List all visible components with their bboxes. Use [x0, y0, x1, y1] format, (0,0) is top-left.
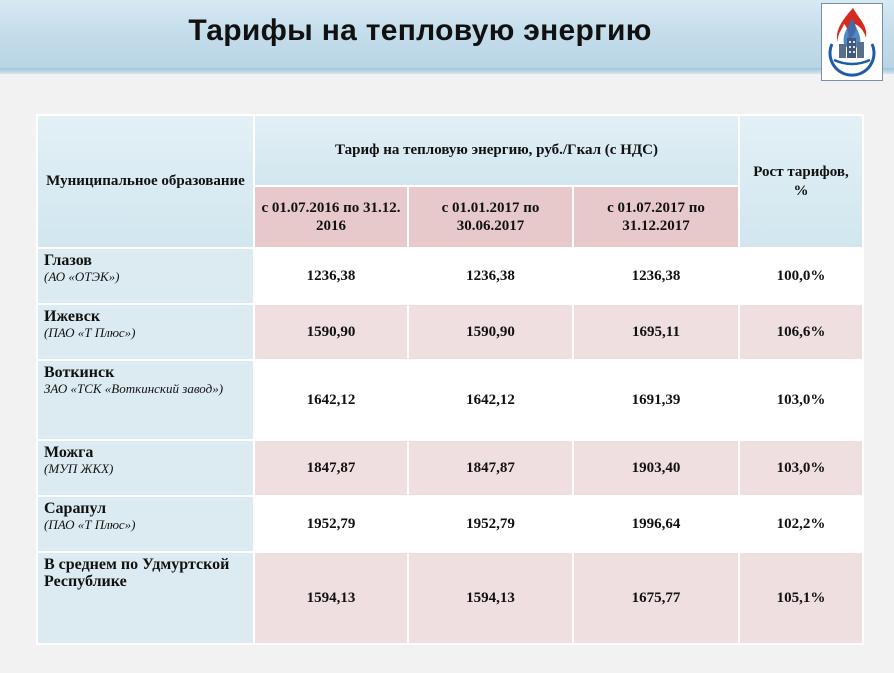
table-row — [38, 361, 862, 439]
tariff-value-period-2: 1642,12 — [409, 361, 572, 439]
organization-name: (МУП ЖКХ) — [44, 461, 114, 476]
tariff-value-period-1: 1642,12 — [255, 361, 407, 439]
header-period-2: с 01.01.2017 по 30.06.2017 — [409, 187, 572, 247]
tariff-value-period-3: 1996,64 — [574, 497, 738, 551]
municipality-cell — [38, 497, 253, 551]
municipality-cell — [38, 441, 253, 495]
organization-name: ЗАО «ТСК «Воткинский завод») — [44, 381, 224, 396]
growth-value: 102,2% — [740, 497, 862, 551]
municipality-name: В среднем по Удмуртской Республике — [44, 556, 230, 590]
header-period-3: с 01.07.2017 по 31.12.2017 — [574, 187, 738, 247]
municipality-cell — [38, 553, 253, 643]
header-period-1: с 01.07.2016 по 31.12. 2016 — [255, 187, 407, 247]
tariff-value-period-2: 1847,87 — [409, 441, 572, 495]
growth-value: 105,1% — [740, 553, 862, 643]
table-row — [38, 305, 862, 359]
tariff-value-period-2: 1952,79 — [409, 497, 572, 551]
tariff-value-period-1: 1236,38 — [255, 249, 407, 303]
municipality-cell — [38, 305, 253, 359]
table-row — [38, 553, 862, 643]
tariff-value-period-1: 1847,87 — [255, 441, 407, 495]
municipality-cell — [38, 361, 253, 439]
tariff-value-period-3: 1691,39 — [574, 361, 738, 439]
municipality-name: Глазов — [44, 252, 92, 269]
page-title: Тарифы на тепловую энергию — [188, 14, 652, 47]
growth-value: 106,6% — [740, 305, 862, 359]
utility-company-logo-icon — [822, 4, 882, 80]
header-tariff-group: Тариф на тепловую энергию, руб./Гкал (с НДС) — [255, 116, 738, 185]
municipality-name: Воткинск — [44, 364, 115, 381]
table-row — [38, 249, 862, 303]
tariff-value-period-1: 1594,13 — [255, 553, 407, 643]
growth-value: 103,0% — [740, 441, 862, 495]
table-row — [38, 497, 862, 551]
tariff-value-period-1: 1952,79 — [255, 497, 407, 551]
table-row — [38, 441, 862, 495]
organization-name: (АО «ОТЭК») — [44, 269, 120, 284]
tariff-value-period-3: 1675,77 — [574, 553, 738, 643]
municipality-name: Можга — [44, 444, 94, 461]
tariff-value-period-3: 1695,11 — [574, 305, 738, 359]
organization-name: (ПАО «Т Плюс») — [44, 325, 136, 340]
header-municipality: Муниципальное образование — [38, 116, 253, 247]
municipality-name: Ижевск — [44, 308, 101, 325]
tariff-value-period-2: 1236,38 — [409, 249, 572, 303]
tariff-value-period-3: 1903,40 — [574, 441, 738, 495]
tariff-value-period-2: 1594,13 — [409, 553, 572, 643]
tariff-table — [36, 114, 864, 645]
tariff-value-period-3: 1236,38 — [574, 249, 738, 303]
municipality-cell — [38, 249, 253, 303]
header-growth: Рост тарифов, % — [740, 116, 862, 247]
organization-name: (ПАО «Т Плюс») — [44, 517, 136, 532]
tariff-value-period-2: 1590,90 — [409, 305, 572, 359]
municipality-name: Сарапул — [44, 500, 107, 517]
company-logo — [821, 3, 883, 81]
growth-value: 100,0% — [740, 249, 862, 303]
tariff-value-period-1: 1590,90 — [255, 305, 407, 359]
growth-value: 103,0% — [740, 361, 862, 439]
